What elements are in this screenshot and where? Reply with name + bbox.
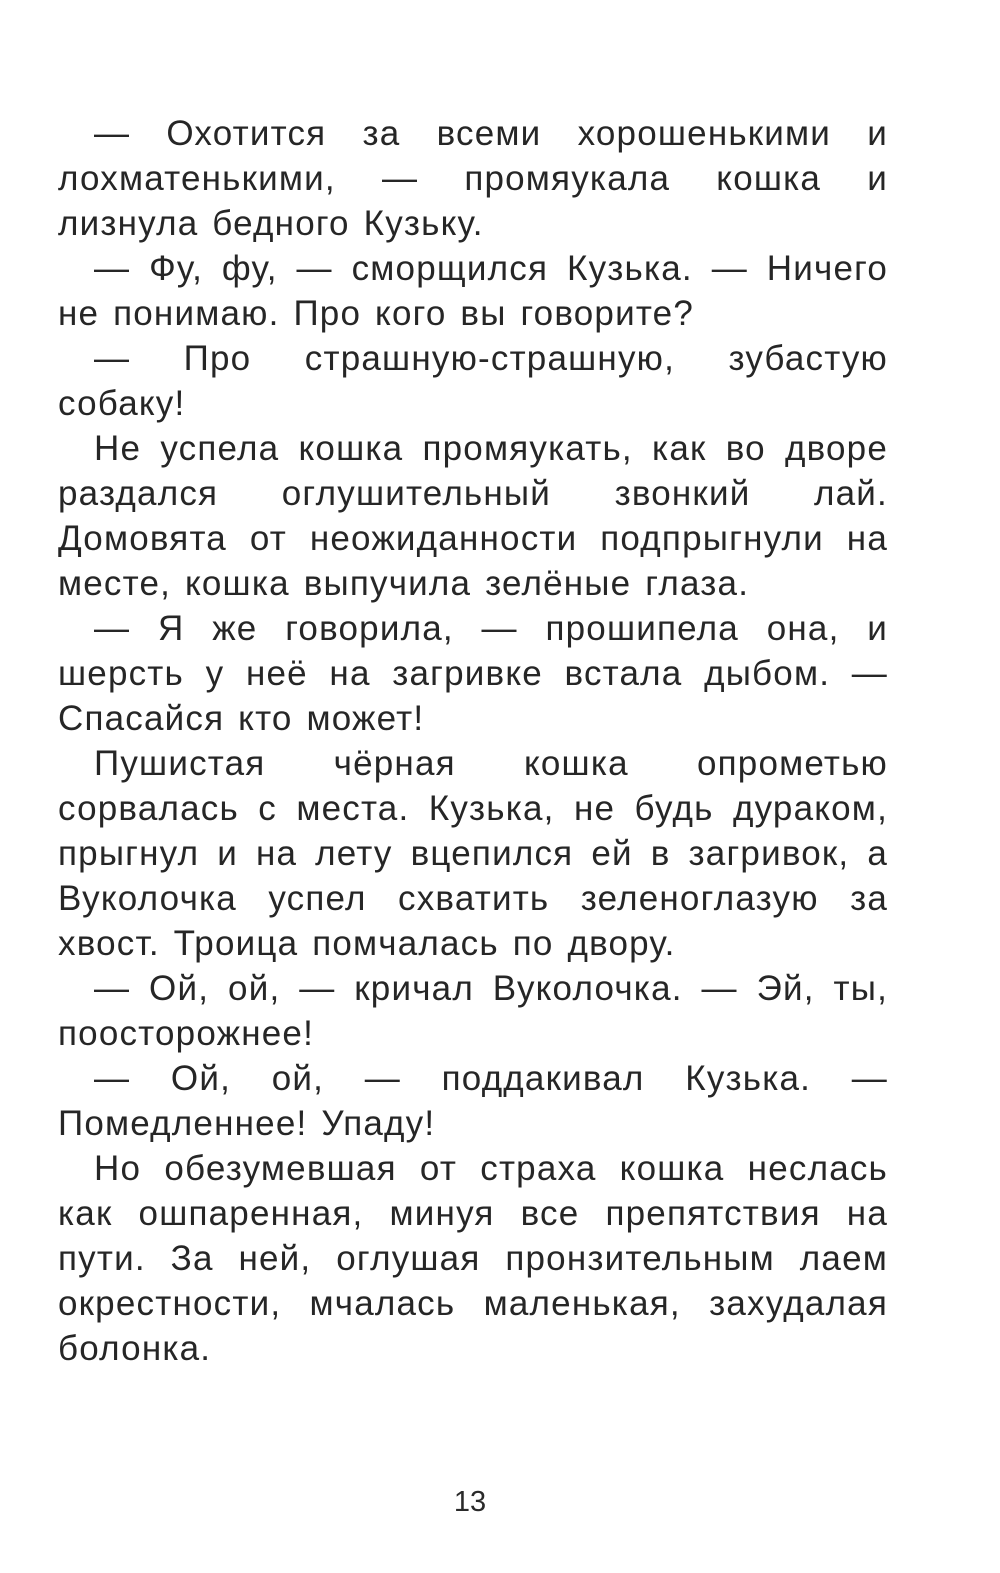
paragraph-9: Но обезумевшая от страха кошка неслась как ошпаренная, минуя все препятствия на пути. За ней, оглушая пронзительным лаем окрестности, мчалась маленькая, захудалая болонка.	[58, 1149, 888, 1368]
body-text	[58, 111, 888, 1371]
page-number: 13	[453, 1486, 487, 1518]
paragraph-6: Пушистая чёрная кошка опрометью сорвалась с места. Кузька, не будь дураком, прыгнул и на лету вцепился ей в загривок, а Вуколочка успел схватить зеленоглазую за хвост. Троица помчалась по двору.	[58, 744, 888, 963]
paragraph-7: — Ой, ой, — кричал Вуколочка. — Эй, ты, поосторожнее!	[58, 969, 888, 1053]
paragraph-4: Не успела кошка промяукать, как во дворе раздался оглушительный звонкий лай. Домовята от неожиданности подпрыгнули на месте, кошка выпучила зелёные глаза.	[58, 429, 888, 603]
paragraph-1: — Охотится за всеми хорошенькими и лохматенькими, — промяукала кошка и лизнула бедного Кузьку.	[58, 114, 888, 243]
paragraph-8: — Ой, ой, — поддакивал Кузька. — Помедленнее! Упаду!	[58, 1059, 888, 1143]
paragraph-5: — Я же говорила, — прошипела она, и шерсть у неё на загривке встала дыбом. — Спасайся кто может!	[58, 609, 888, 738]
paragraph-3: — Про страшную-страшную, зубастую собаку!	[58, 339, 888, 423]
paragraph-2: — Фу, фу, — сморщился Кузька. — Ничего не понимаю. Про кого вы говорите?	[58, 249, 888, 333]
